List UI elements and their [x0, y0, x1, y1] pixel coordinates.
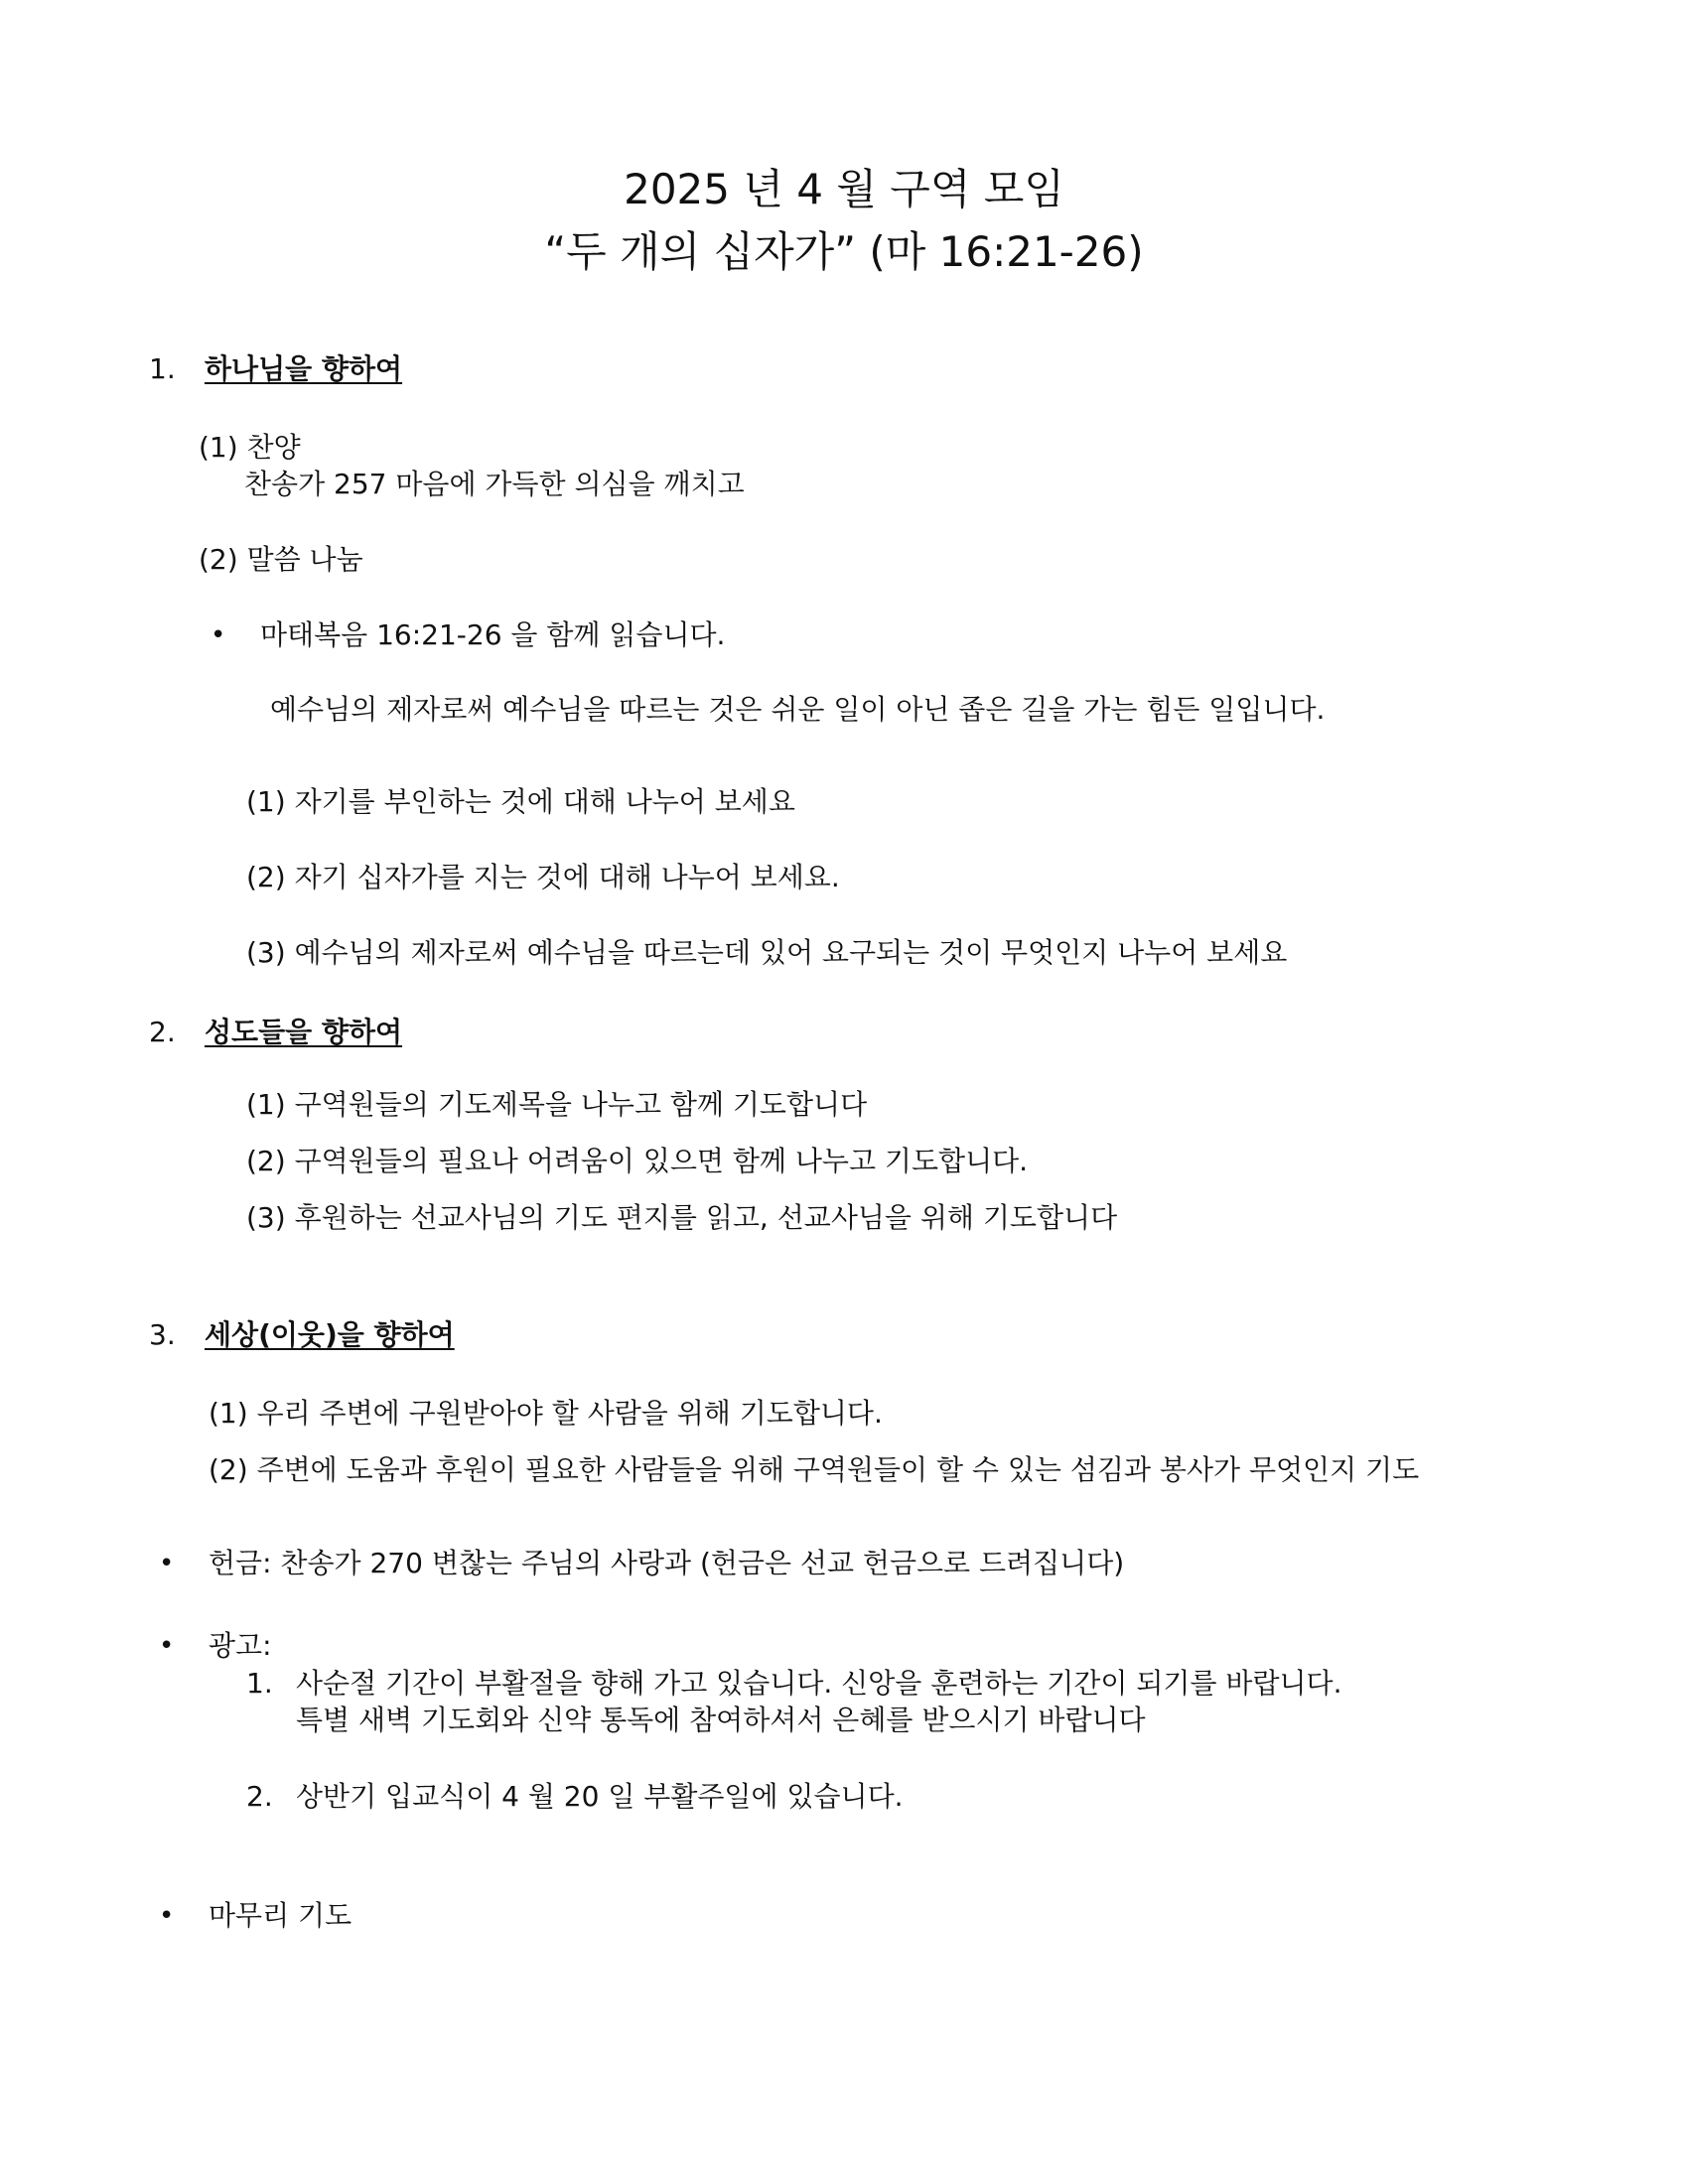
section1-number: 1. — [149, 352, 176, 385]
bullet-icon: • — [159, 1901, 175, 1931]
reading-text: 마태복음 16:21-26 을 함께 읽습니다. — [260, 618, 726, 651]
question-item: (2) 자기 십자가를 지는 것에 대해 나누어 보세요. — [246, 861, 840, 893]
summary-text: 예수님의 제자로써 예수님을 따르는 것은 쉬운 일이 아닌 좁은 길을 가는 힘든 일입니다. — [270, 693, 1326, 726]
announcement-number: 2. — [246, 1780, 273, 1813]
announcement-number: 1. — [246, 1667, 273, 1700]
praise-hymn: 찬송가 257 마음에 가득한 의심을 깨치고 — [244, 468, 745, 500]
section2-heading — [149, 1015, 402, 1050]
list-item: (1) 구역원들의 기도제목을 나누고 함께 기도합니다 — [246, 1088, 868, 1121]
closing-text: 마무리 기도 — [209, 1899, 352, 1932]
page-subtitle: “두 개의 십자가” (마 16:21-26) — [544, 227, 1144, 276]
bullet-icon: • — [159, 1549, 175, 1578]
list-item: (3) 후원하는 선교사님의 기도 편지를 읽고, 선교사님을 위해 기도합니다 — [246, 1201, 1118, 1234]
list-item: (2) 주변에 도움과 후원이 필요한 사람들을 위해 구역원들이 할 수 있는 섬김과 봉사가 무엇인지 기도 — [209, 1453, 1420, 1486]
section2-label: 성도들을 향하여 — [204, 1016, 403, 1048]
bullet-icon: • — [211, 620, 226, 650]
announcement-line: 사순절 기간이 부활절을 향해 가고 있습니다. 신앙을 훈련하는 기간이 되기를 바랍니다. — [296, 1667, 1342, 1700]
section1-label: 하나님을 향하여 — [204, 352, 403, 385]
section1-heading — [149, 351, 402, 387]
page-title: 2025 년 4 월 구역 모임 — [624, 165, 1064, 213]
section3-heading — [149, 1317, 455, 1353]
praise-label: (1) 찬양 — [199, 431, 301, 464]
section3-label: 세상(이웃)을 향하여 — [204, 1318, 455, 1351]
list-item: (2) 구역원들의 필요나 어려움이 있으면 함께 나누고 기도합니다. — [246, 1145, 1029, 1177]
list-item: (1) 우리 주변에 구원받아야 할 사람을 위해 기도합니다. — [209, 1397, 883, 1430]
section3-number: 3. — [149, 1318, 176, 1351]
word-label: (2) 말씀 나눔 — [199, 543, 363, 576]
bullet-icon: • — [159, 1631, 175, 1661]
announcement-line: 특별 새벽 기도회와 신약 통독에 참여하셔서 은혜를 받으시기 바랍니다 — [296, 1704, 1146, 1736]
announcements-label: 광고: — [209, 1629, 272, 1662]
section2-number: 2. — [149, 1016, 176, 1048]
question-item: (1) 자기를 부인하는 것에 대해 나누어 보세요 — [246, 785, 795, 818]
announcement-line: 상반기 입교식이 4 월 20 일 부활주일에 있습니다. — [296, 1780, 904, 1813]
offering-text: 헌금: 찬송가 270 변찮는 주님의 사랑과 (헌금은 선교 헌금으로 드려집니다) — [209, 1547, 1125, 1579]
question-item: (3) 예수님의 제자로써 예수님을 따르는데 있어 요구되는 것이 무엇인지 나누어 보세요 — [246, 936, 1288, 969]
